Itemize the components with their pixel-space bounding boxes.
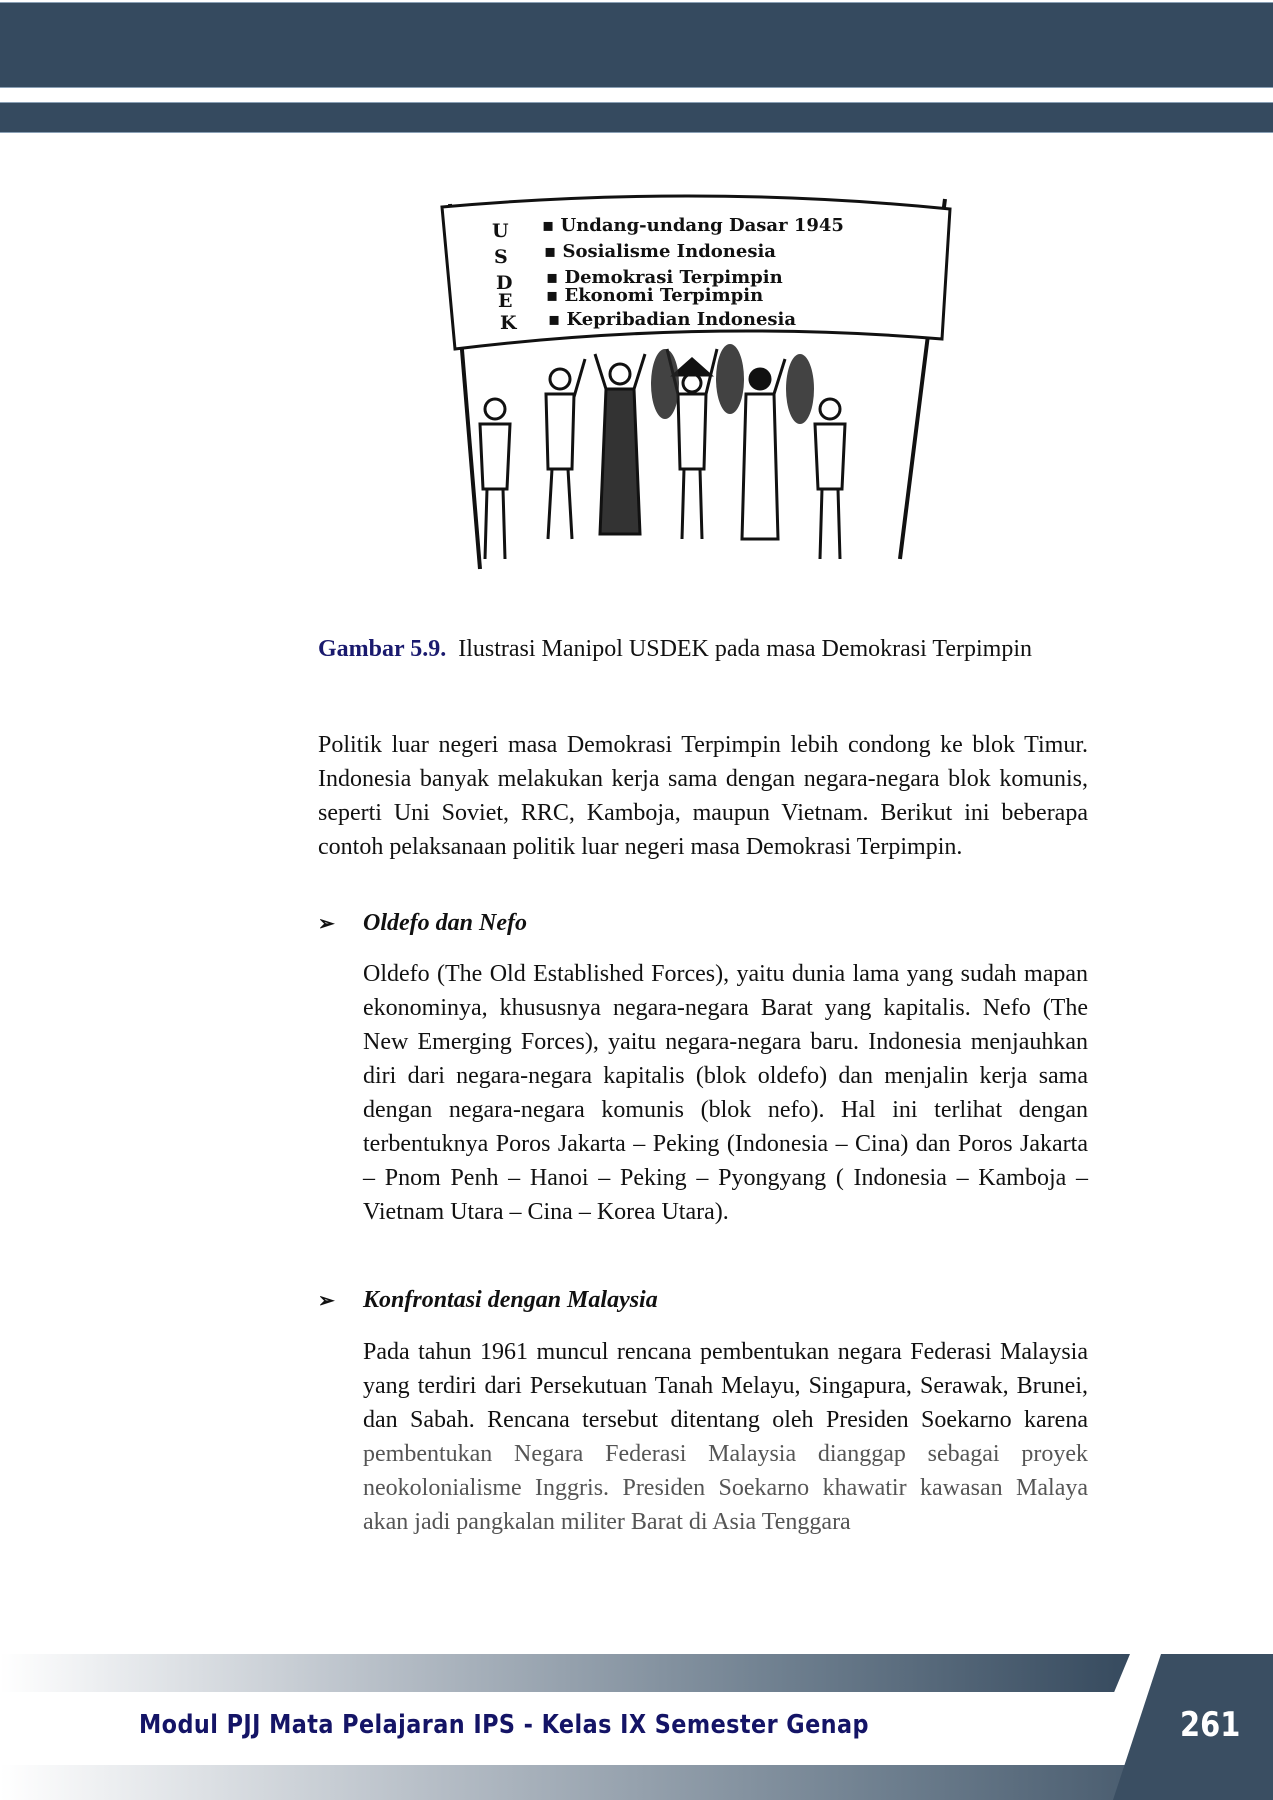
banner-item: ▪ Kepribadian Indonesia bbox=[548, 309, 797, 330]
banner-letter: E bbox=[498, 290, 513, 312]
banner-item: ▪ Sosialisme Indonesia bbox=[544, 241, 776, 262]
banner-item: ▪ Ekonomi Terpimpin bbox=[546, 285, 764, 306]
banner-letter: S bbox=[494, 246, 508, 268]
section-title: Oldefo dan Nefo bbox=[363, 910, 527, 936]
footer-gradient-band bbox=[0, 1654, 1130, 1692]
section-body: Oldefo (The Old Established Forces), yaitu dunia lama yang sudah mapan ekonominya, khususnya negara-negara Barat yang kapitalis. Nefo (The New Emerging Forces), yaitu negara-negara baru. Indonesia menjauhkan diri dari negara-negara kapitalis (blok oldefo) dan menjalin kerja sama dengan negara-negara komunis (blok nefo). Hal ini terlihat dengan terbentuknya Poros Jakarta – Peking (Indonesia – Cina) dan Poros Jakarta – Pnom Penh – Hanoi – Peking – Pyongyang ( Indonesia – Kamboja – Vietnam Utara – Cina – Korea Utara). bbox=[363, 961, 1088, 1225]
section-heading bbox=[318, 910, 527, 937]
usdek-illustration bbox=[430, 189, 965, 579]
footer-title: Modul PJJ Mata Pelajaran IPS - Kelas IX Semester Genap bbox=[139, 1710, 869, 1740]
body-text-gray: pembentukan Negara Federasi Malaysia dianggap sebagai proyek neokolonialisme Inggris. Presiden Soekarno khawatir kawasan Malaya akan jadi pangkalan militer Barat di Asia Tenggara bbox=[363, 1441, 1088, 1535]
section-heading bbox=[318, 1287, 658, 1314]
arrow-bullet-icon: ➢ bbox=[318, 1290, 335, 1312]
body-text: Pada tahun 1961 muncul rencana pembentukan negara Federasi Malaysia yang terdiri dari Persekutuan Tanah Melayu, Singapura, Serawak, Brunei, dan Sabah. Rencana tersebut ditentang oleh Presiden Soekarno karena bbox=[363, 1339, 1088, 1433]
banner-item: ▪ Undang-undang Dasar 1945 bbox=[542, 215, 844, 236]
banner-letter: K bbox=[500, 312, 517, 334]
caption-text: Ilustrasi Manipol USDEK pada masa Demokrasi Terpimpin bbox=[458, 636, 1033, 662]
header-band-top bbox=[0, 2, 1273, 88]
banner-letter: D bbox=[496, 272, 513, 294]
section-title: Konfrontasi dengan Malaysia bbox=[363, 1287, 658, 1313]
section-body bbox=[363, 1335, 1088, 1539]
intro-paragraph: Politik luar negeri masa Demokrasi Terpimpin lebih condong ke blok Timur. Indonesia banyak melakukan kerja sama dengan negara-negara blok komunis, seperti Uni Soviet, RRC, Kamboja, maupun Vietnam. Berikut ini beberapa contoh pelaksanaan politik luar negeri masa Demokrasi Terpimpin. bbox=[318, 732, 1088, 860]
banner-letter: U bbox=[492, 220, 509, 242]
banner-item: ▪ Demokrasi Terpimpin bbox=[546, 267, 783, 288]
figure-caption bbox=[318, 636, 1032, 663]
header-band-bottom bbox=[0, 102, 1273, 133]
page-number: 261 bbox=[1180, 1705, 1241, 1745]
arrow-bullet-icon: ➢ bbox=[318, 913, 335, 935]
caption-label: Gambar 5.9. bbox=[318, 636, 447, 662]
footer-gradient-band-bottom bbox=[0, 1765, 1273, 1800]
